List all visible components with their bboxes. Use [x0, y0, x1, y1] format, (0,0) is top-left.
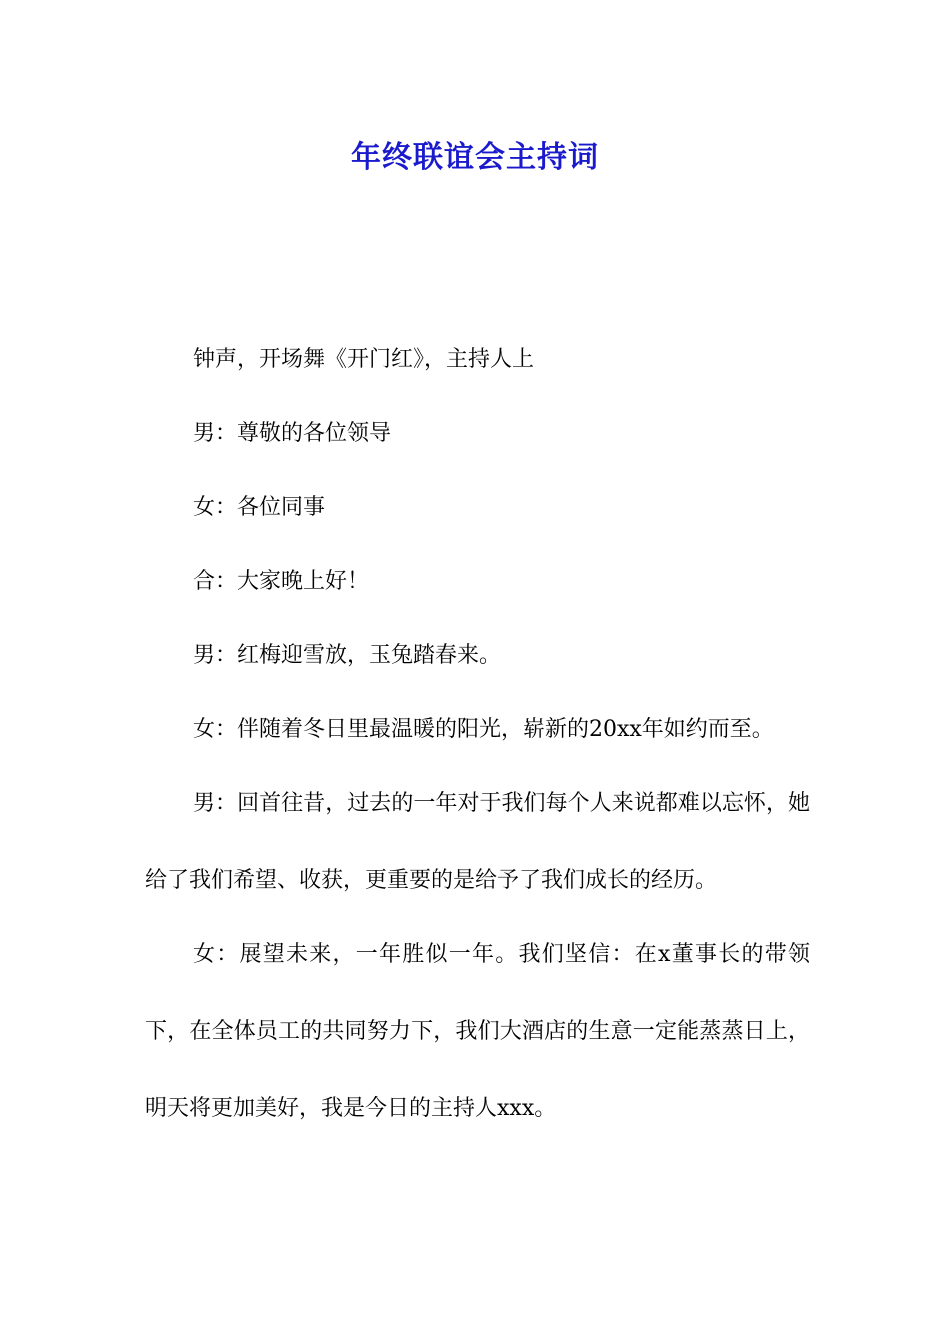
document-body	[145, 338, 810, 1161]
paragraph-male-review: 男：回首往昔，过去的一年对于我们每个人来说都难以忘怀，她给了我们希望、收获，更重要的是给予了我们成长的经历。	[145, 791, 810, 893]
document-title: 年终联谊会主持词	[351, 140, 599, 175]
paragraph-female-new-year: 女：伴随着冬日里最温暖的阳光，崭新的20xx年如约而至。	[193, 717, 774, 742]
paragraph-female-greeting: 女：各位同事	[193, 495, 326, 520]
paragraph-together-greeting: 合：大家晚上好！	[193, 569, 370, 594]
paragraph-opening: 钟声，开场舞《开门红》，主持人上	[193, 347, 535, 372]
paragraph-female-outlook: 女：展望未来，一年胜似一年。我们坚信：在x董事长的带领下，在全体员工的共同努力下，我们大酒店的生意一定能蒸蒸日上，明天将更加美好，我是今日的主持人xxx。	[145, 942, 810, 1121]
paragraph-male-couplet: 男：红梅迎雪放，玉兔踏春来。	[193, 643, 502, 668]
paragraph-male-greeting: 男：尊敬的各位领导	[193, 421, 392, 446]
